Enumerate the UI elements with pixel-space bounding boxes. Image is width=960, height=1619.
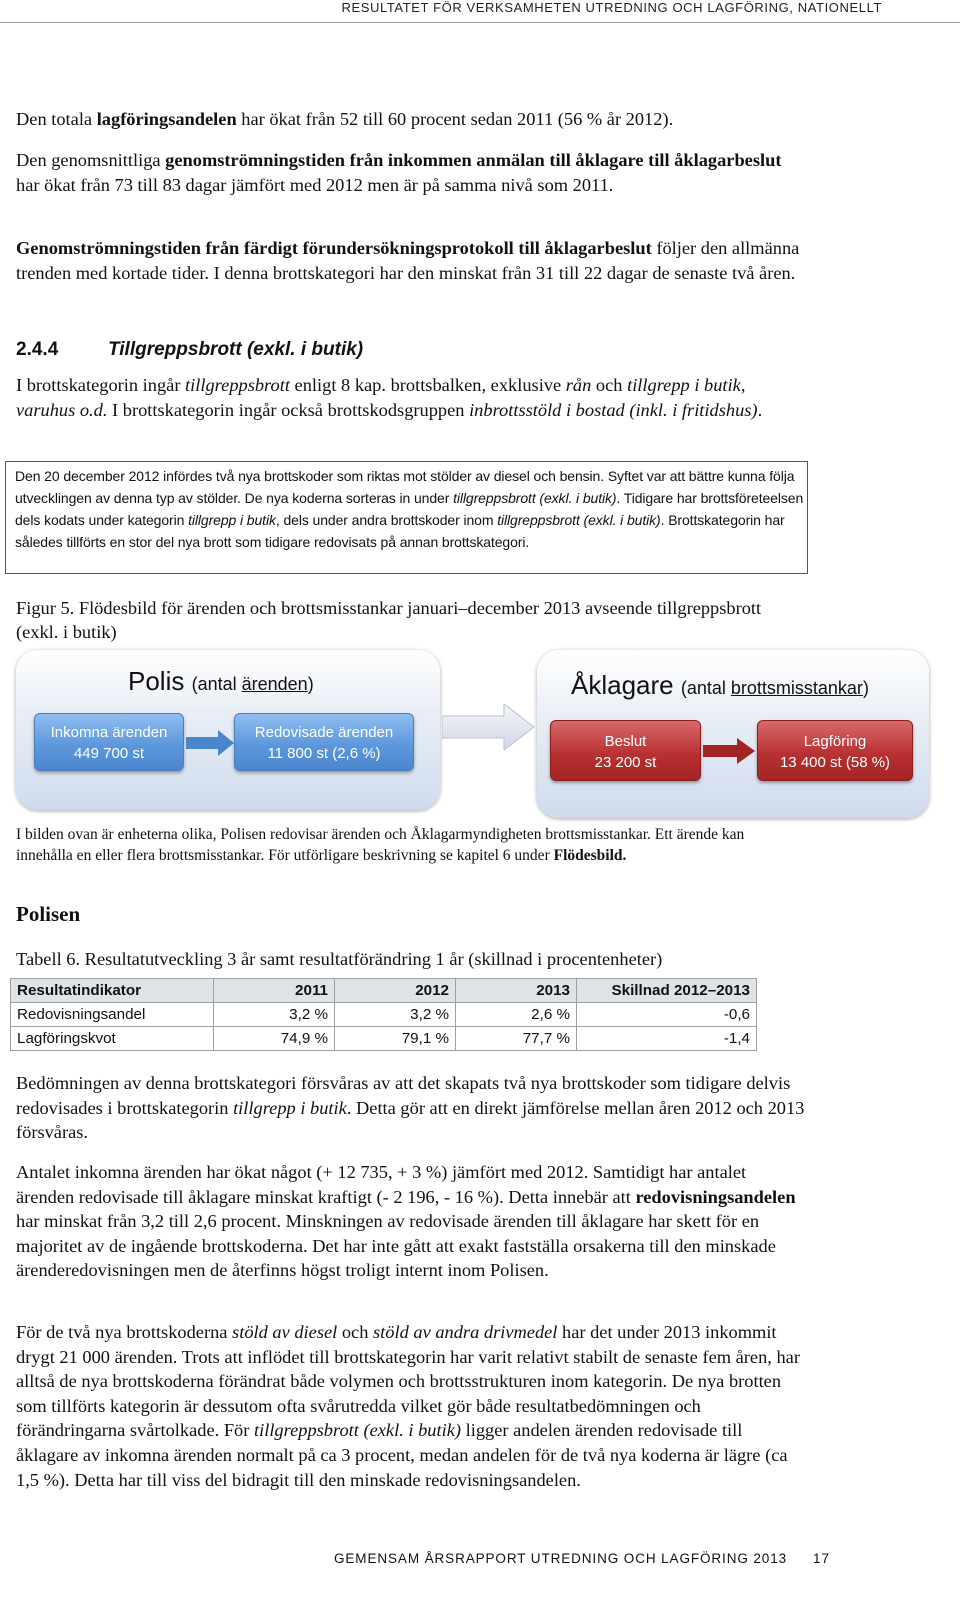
text: I brottskategorin ingår — [16, 375, 186, 395]
box-value: 449 700 st — [73, 745, 145, 762]
inkomna-arenden-box — [34, 713, 184, 771]
bold-term: Genomströmningstiden från färdigt förundersökningsprotokoll till åklagarbeslut — [16, 238, 652, 258]
text: har det under 2013 inkommit drygt 21 000 ärenden. Trots att inflödet till brottskategorin har varit relativt stabilt de senaste fem åren, har alltså de nya brottskoderna förändrat både volymen och brottsstrukturen inom kategorin. De nya brotten som tillförts kategorin är dessutom ofta svårutredda vilket gör både resultatbedömningen och förändringarna svårtolkade. För — [16, 1322, 800, 1441]
box-value: 11 800 st (2,6 %) — [267, 745, 381, 762]
italic-term: tillgrepp i butik — [233, 1097, 347, 1118]
footer-title: GEMENSAM ÅRSRAPPORT UTREDNING OCH LAGFÖRING 2013 — [334, 1551, 788, 1566]
table-cell: 77,7 % — [456, 1027, 577, 1051]
polisen-heading: Polisen — [16, 902, 81, 926]
table-cell: -1,4 — [577, 1027, 757, 1051]
figure-note — [16, 824, 786, 866]
paragraph-genomstromningstid — [16, 148, 806, 197]
lagforing-box — [757, 720, 913, 781]
text: Antalet inkomna ärenden har ökat något (+ 12 735, + 3 %) jämfört med 2012. Samtidigt har antalet ärenden redovisade till åklagare minskat kraftigt (- 2 196, - 16 %). Detta innebär att — [16, 1162, 747, 1207]
page-number: 17 — [813, 1551, 830, 1566]
polis-title: Polis — [128, 666, 185, 696]
paragraph-fu-protokoll — [16, 236, 806, 285]
text: ) — [307, 674, 314, 694]
redovisade-arenden-box — [234, 713, 414, 771]
table-caption: Tabell 6. Resultatutveckling 3 år samt resultatförändring 1 år (skillnad i procentenheter) — [16, 949, 663, 969]
text: (antal — [680, 678, 731, 698]
paragraph-lagforingsandel — [16, 107, 806, 132]
italic-term: stöld av diesel — [232, 1322, 338, 1342]
italic-term: tillgreppsbrott — [185, 375, 290, 395]
table-header-cell: 2011 — [214, 979, 335, 1003]
text: ) — [862, 678, 869, 698]
bold-term: Flödesbild. — [553, 847, 627, 864]
aklagare-panel — [537, 650, 929, 818]
table-header-cell: Skillnad 2012–2013 — [577, 979, 757, 1003]
italic-term: inbrottsstöld i bostad (inkl. i fritidshus) — [469, 399, 758, 420]
text: har ökat från 73 till 83 dagar jämfört med 2012 men är på samma nivå som 2011. — [16, 174, 614, 195]
paragraph-nya-brottskoder — [16, 1320, 806, 1492]
section-title: Tillgreppsbrott (exkl. i butik) — [108, 339, 364, 360]
italic-term: rån — [565, 375, 592, 395]
arrow-icon — [703, 738, 757, 764]
box-label: Beslut — [604, 733, 647, 750]
aklagare-title: Åklagare — [571, 670, 674, 700]
bold-term: lagföringsandelen — [96, 109, 237, 129]
text: Den genomsnittliga — [16, 150, 166, 170]
table-cell: 3,2 % — [335, 1003, 456, 1027]
box-value: 13 400 st (58 %) — [779, 754, 891, 771]
text: och — [337, 1322, 374, 1342]
polis-panel-title — [128, 666, 314, 697]
table-cell: Redovisningsandel — [11, 1003, 214, 1027]
text: ärenden — [241, 674, 308, 694]
text: och — [591, 375, 628, 395]
table-cell: -0,6 — [577, 1003, 757, 1027]
table-cell: 2,6 % — [456, 1003, 577, 1027]
text: . Detta gör att en direkt jämförelse mellan åren 2012 och 2013 försvåras. — [16, 1097, 805, 1143]
text: enligt 8 kap. brottsbalken, exklusive — [289, 375, 566, 395]
section-number: 2.4.4 — [16, 339, 59, 360]
table-cell: 3,2 % — [214, 1003, 335, 1027]
text: Den 20 december 2012 infördes två nya brottskoder som riktas mot stölder av diesel och bensin. Syftet var att bättre kunna följa utvecklingen av denna typ av stölder. De nya koderna sorteras in under — [15, 468, 795, 506]
text: följer den allmänna trenden med kortade tider. I denna brottskategori har den minskat från 31 till 22 dagar de senaste två åren. — [16, 238, 800, 283]
text: ligger andelen ärenden redovisade till åklagare av inkomna ärenden normalt på ca 3 procent, medan andelen för de två nya koderna är lägre (ca 1,5 %). Detta har till viss del bidragit till den minskade redovisningsandelen. — [16, 1420, 788, 1490]
running-header — [0, 0, 960, 23]
text: Den totala — [16, 109, 97, 129]
running-title: RESULTATET FÖR VERKSAMHETEN UTREDNING OCH LAGFÖRING, NATIONELLT — [341, 0, 882, 15]
table-row — [11, 1027, 757, 1051]
box-label: Lagföring — [803, 733, 867, 750]
section-heading — [16, 339, 363, 361]
box-value: 23 200 st — [594, 754, 657, 771]
box-label: Redovisade ärenden — [254, 724, 394, 741]
italic-term: tillgreppsbrott (exkl. i butik) — [497, 512, 661, 528]
text: För de två nya brottskoderna — [16, 1322, 233, 1342]
paragraph-definition — [16, 373, 806, 422]
arrow-icon — [186, 730, 236, 756]
text: brottsmisstankar — [730, 678, 863, 698]
paragraph-bedomning — [16, 1071, 806, 1145]
table-cell: 74,9 % — [214, 1027, 335, 1051]
polis-panel — [16, 650, 440, 810]
aklagare-subtitle — [681, 678, 869, 698]
polis-subtitle — [192, 674, 314, 694]
text: har minskat från 3,2 till 2,6 procent. Minskningen av redovisade ärenden till åklagare har skett för en majoritet av de ingående brottskoderna. Det har inte gått att exakt fastställa orsakerna till den minskade ärenderedovisningen men de återfinns högst troligt internt inom Polisen. — [16, 1211, 776, 1281]
text: , dels under andra brottskoder inom — [275, 512, 498, 528]
beslut-box — [550, 720, 701, 781]
text: I brottskategorin ingår också brottskodsgruppen — [107, 399, 470, 420]
table-cell: 79,1 % — [335, 1027, 456, 1051]
paragraph-inkomna — [16, 1160, 806, 1283]
result-table — [10, 978, 757, 1051]
table-header-cell: 2013 — [456, 979, 577, 1003]
text: Bedömningen av denna brottskategori försvåras av att det skapats två nya brottskoder som tidigare delvis redovisades i brottskategorin — [16, 1073, 791, 1118]
box-label: Inkomna ärenden — [50, 724, 168, 741]
italic-term: tillgrepp i butik, varuhus o.d. — [16, 375, 746, 420]
info-box — [5, 461, 808, 574]
italic-term: tillgreppsbrott (exkl. i butik) — [453, 490, 617, 506]
text: I bilden ovan är enheterna olika, Polisen redovisar ärenden och Åklagarmyndigheten brottsmisstankar. Ett ärende kan innehålla en eller flera brottsmisstankar. För utförligare beskrivning se kapitel 6 under — [16, 826, 745, 864]
table-header-row — [11, 979, 757, 1003]
table-cell: Lagföringskvot — [11, 1027, 214, 1051]
text: . — [757, 399, 763, 420]
italic-term: tillgreppsbrott (exkl. i butik) — [253, 1420, 462, 1441]
text: . Tidigare har brottsföreteelsen dels kodats under kategorin — [15, 490, 804, 528]
aklagare-panel-title — [571, 670, 869, 701]
bold-term: redovisningsandelen — [635, 1186, 796, 1207]
table-row — [11, 1003, 757, 1027]
table-header-cell: 2012 — [335, 979, 456, 1003]
bold-term: genomströmningstiden från inkommen anmälan till åklagare till åklagarbeslut — [165, 150, 782, 170]
text: har ökat från 52 till 60 procent sedan 2011 (56 % år 2012). — [236, 109, 674, 129]
table-header-cell: Resultatindikator — [11, 979, 214, 1003]
text: . Brottskategorin har således tillförts en stor del nya brott som tidigare redovisats på annan brottskategori. — [15, 512, 785, 550]
page-footer — [334, 1551, 830, 1566]
big-arrow-icon — [442, 704, 536, 750]
italic-term: stöld av andra drivmedel — [373, 1322, 558, 1342]
italic-term: tillgrepp i butik — [188, 512, 276, 528]
figure-caption: Figur 5. Flödesbild för ärenden och brottsmisstankar januari–december 2013 avseende tillgreppsbrott (exkl. i butik) — [16, 598, 762, 642]
text: (antal — [191, 674, 242, 694]
